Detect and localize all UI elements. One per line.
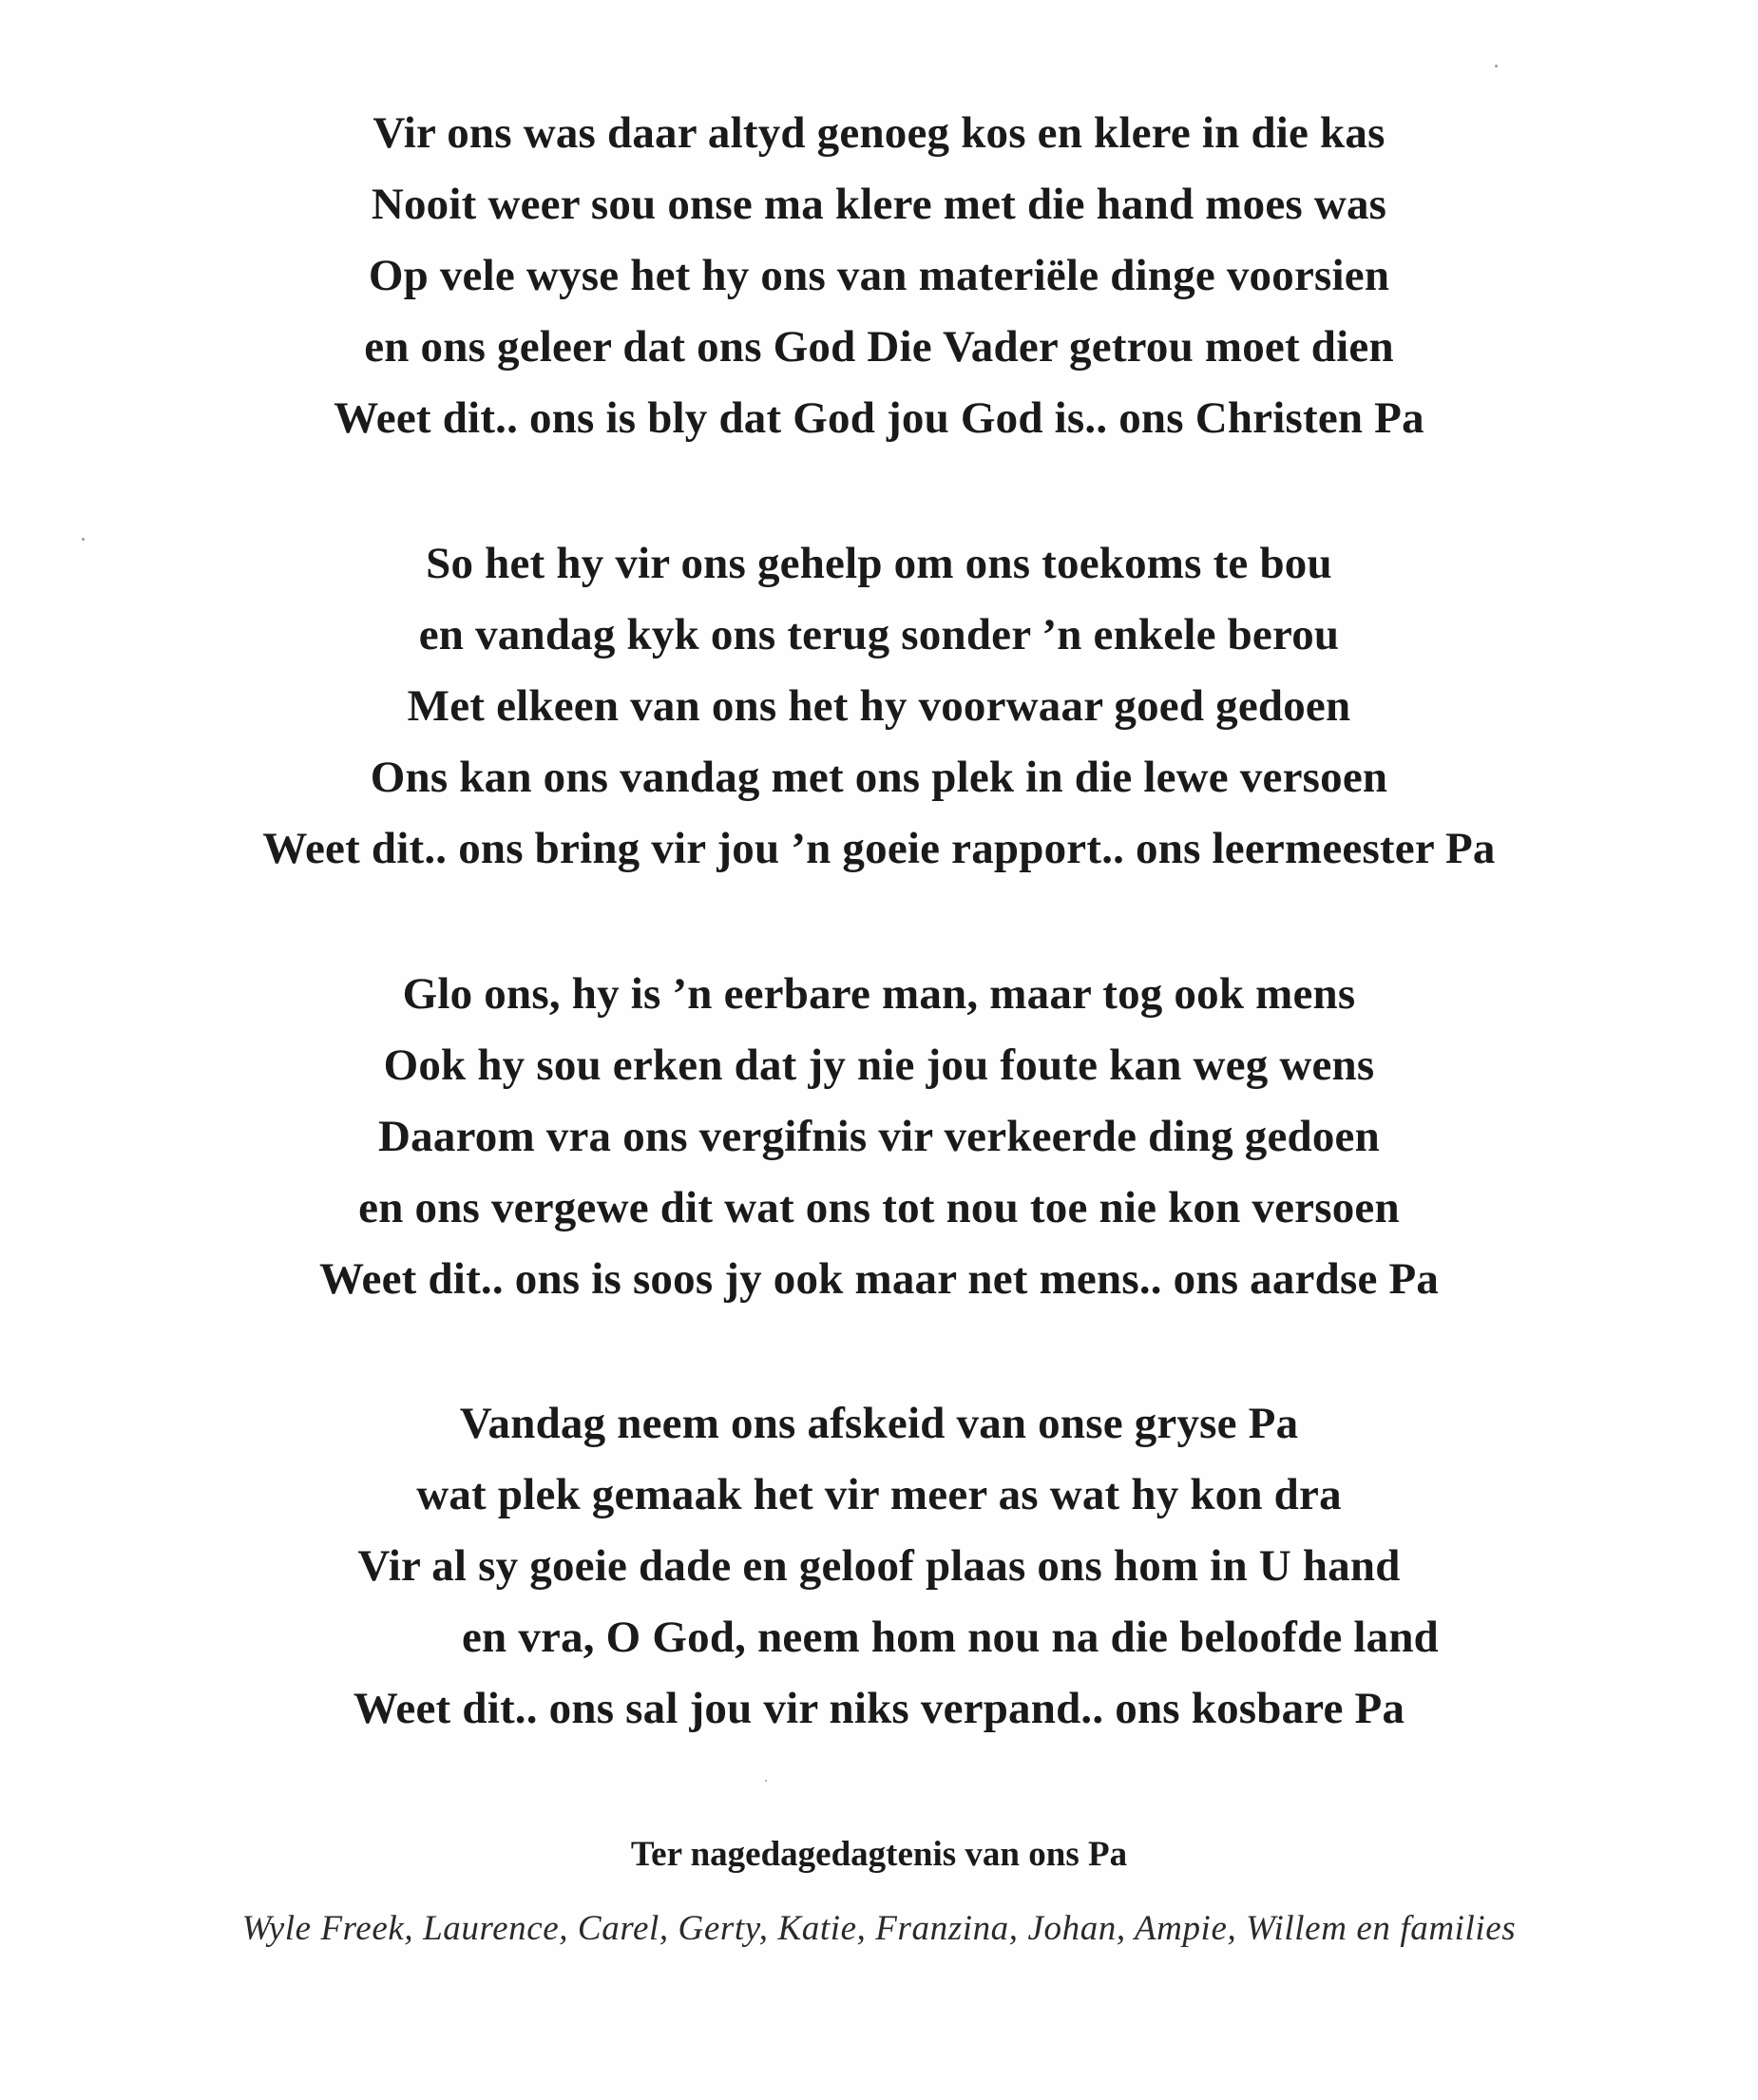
poem-line: Nooit weer sou onse ma klere met die hand moes was (371, 180, 1387, 229)
poem-line: Glo ons, hy is ’n eerbare man, maar tog ook mens (402, 969, 1356, 1019)
poem-line: Daarom vra ons vergifnis vir verkeerde ding gedoen (378, 1112, 1380, 1161)
poem-line: Ook hy sou erken dat jy nie jou foute kan weg wens (383, 1040, 1375, 1090)
memorial-title: Ter nagedagedagtenis van ons Pa (630, 1835, 1128, 1874)
poem-line: en ons geleer dat ons God Die Vader getrou moet dien (364, 322, 1394, 372)
poem-line: Vir al sy goeie dade en geloof plaas ons hom in U hand (357, 1541, 1401, 1591)
poem-line: Weet dit.. ons sal jou vir niks verpand.. ons kosbare Pa (353, 1684, 1405, 1733)
poem-line: wat plek gemaak het vir meer as wat hy kon dra (416, 1470, 1342, 1519)
scan-speck (82, 538, 85, 541)
poem-line: Weet dit.. ons is bly dat God jou God is.. ons Christen Pa (334, 393, 1424, 443)
poem-line: So het hy vir ons gehelp om ons toekoms te bou (426, 539, 1332, 588)
poem-line: en ons vergewe dit wat ons tot nou toe nie kon versoen (358, 1183, 1400, 1232)
poem-line: Weet dit.. ons bring vir jou ’n goeie rapport.. ons leermeester Pa (262, 824, 1496, 873)
poem-line: Op vele wyse het hy ons van materiële dinge voorsien (368, 251, 1390, 300)
poem-line: Vandag neem ons afskeid van onse gryse Pa (459, 1399, 1299, 1448)
poem-line: Ons kan ons vandag met ons plek in die lewe versoen (370, 753, 1388, 802)
family-names: Wyle Freek, Laurence, Carel, Gerty, Katie, Franzina, Johan, Ampie, Willem en families (241, 1909, 1517, 1948)
poem-line: Vir ons was daar altyd genoeg kos en klere in die kas (373, 108, 1385, 158)
scan-speck (765, 1780, 767, 1782)
poem-line: en vandag kyk ons terug sonder ’n enkele berou (418, 610, 1340, 659)
poem-line: en vra, O God, neem hom nou na die beloofde land (461, 1613, 1440, 1662)
scan-speck (1495, 65, 1498, 67)
poem-line: Met elkeen van ons het hy voorwaar goed gedoen (407, 681, 1351, 731)
poem-line: Weet dit.. ons is soos jy ook maar net mens.. ons aardse Pa (318, 1254, 1440, 1304)
